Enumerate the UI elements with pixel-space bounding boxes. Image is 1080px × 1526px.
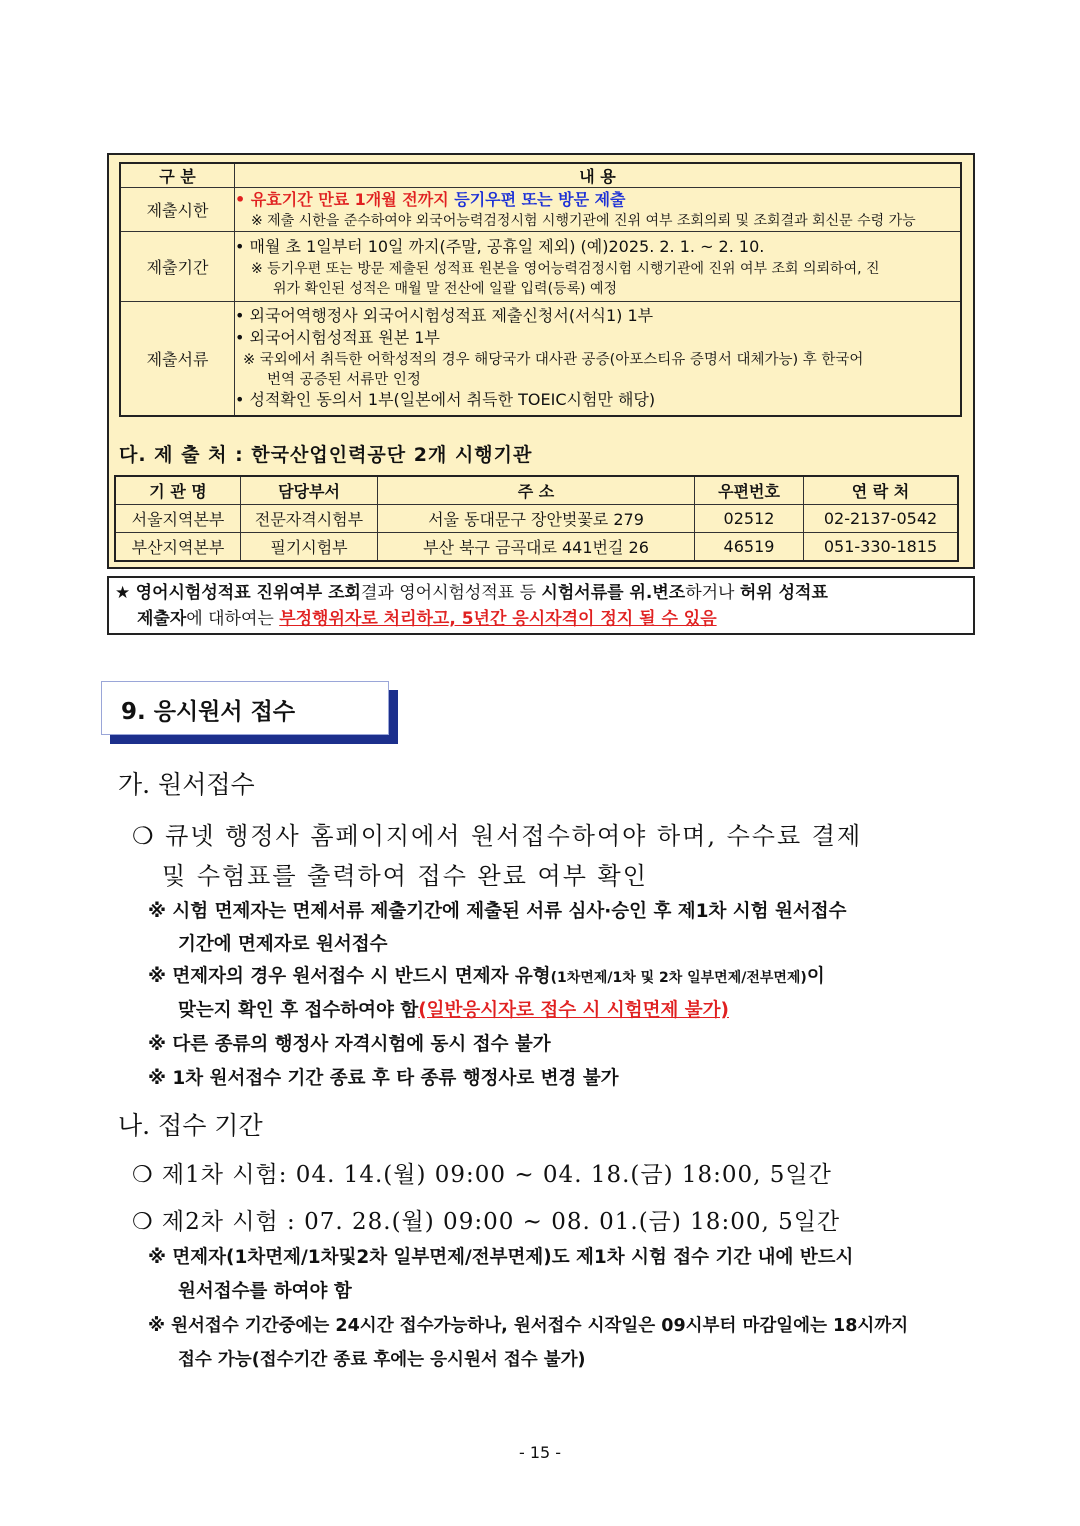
na-remark-1b: 원서접수를 하여야 함 [178,1281,352,1302]
header-content: 내 용 [235,163,962,188]
star-icon: ★ [115,583,131,603]
na-remark-1a: ※ 면제자(1차면제/1차및2차 일부면제/전부면제)도 제1차 시험 접수 기간 내에 반드시 [148,1247,854,1268]
table-header-row [120,163,961,188]
period-note-1: ※ 등기우편 또는 방문 제출된 성적표 원본을 영어능력검정시험 시행기관에 진위 여부 조회 의뢰하여, 진 [251,260,880,277]
period-line1: • 매월 초 1일부터 10일 까지(주말, 공휴일 제외) (예)2025. 2. 1. ~ 2. 10. [235,236,765,256]
documents-note-1: ※ 국외에서 취득한 어학성적의 경우 해당국가 대사관 공증(아포스티유 증명서 대체가능) 후 한국어 [243,352,864,369]
col-department: 담당부서 [241,476,378,505]
ga-bullet-line2: 및 수험표를 출력하여 접수 완료 여부 확인 [162,862,648,890]
submission-requirements-table [119,162,962,417]
cell: 필기시험부 [241,533,378,562]
col-contact: 연 락 처 [804,476,959,505]
table-row [120,302,961,416]
cell: 부산 북구 금곡대로 441번길 26 [378,533,695,562]
warning-text-2: 하거나 [685,583,740,603]
documents-line5: • 성적확인 동의서 1부(일본에서 취득한 TOEIC시험만 해당) [235,390,656,410]
cell: 051-330-1815 [804,533,959,562]
warning-bold-2: 시험서류를 위.변조 [541,583,686,603]
deadline-blue-text: 등기우편 또는 방문 제출 [454,189,626,209]
na-remark-2b: 접수 가능(접수기간 종료 후에는 응시원서 접수 불가) [178,1350,586,1370]
ga-remark-2a [148,962,825,988]
documents-line1: • 외국어역행정사 외국어시험성적표 제출신청서(서식1) 1부 [235,306,654,326]
section-title: 9. 응시원서 접수 [121,699,296,725]
ga-heading: 가. 원서접수 [118,770,255,799]
row-content-period [235,232,962,302]
table-row [120,232,961,302]
na-heading: 나. 접수 기간 [118,1111,263,1140]
ga-remark-3: ※ 다른 종류의 행정사 자격시험에 동시 접수 불가 [148,1034,551,1055]
ga-remark-2a-text: ※ 면제자의 경우 원서접수 시 반드시 면제자 유형 [148,966,551,987]
submission-place-heading: 다. 제 출 처 : 한국산업인력공단 2개 시행기관 [119,444,533,466]
warning-penalty: 부정행위자로 처리하고, 5년간 응시자격이 정지 될 수 있음 [279,609,717,629]
warning-text-1: 결과 영어시험성적표 등 [360,583,542,603]
ga-remark-2a-end: 이 [806,966,825,987]
na-line1: ❍ 제1차 시험: 04. 14.(월) 09:00 ~ 04. 18.(금) 18:00, 5일간 [132,1162,832,1188]
row-content-deadline [235,188,962,232]
warning-bold-3: 허위 성적표 [739,583,828,603]
cell: 46519 [695,533,804,562]
cell: 서울지역본부 [115,505,241,533]
ga-bullet-line1: ❍ 큐넷 행정사 홈페이지에서 원서접수하여야 하며, 수수료 결제 [132,822,863,850]
ga-remark-2b-text: 맞는지 확인 후 접수하여야 함 [178,1000,419,1021]
documents-note-2: 번역 공증된 서류만 인정 [267,372,421,389]
deadline-line1 [235,189,960,211]
row-label-documents: 제출서류 [120,302,235,416]
deadline-note: ※ 제출 시한을 준수하여야 외국어능력검정시험 시행기관에 진위 여부 조회의뢰 및 조회결과 회신문 수령 가능 [251,212,916,229]
header-category: 구 분 [120,163,235,188]
na-line2: ❍ 제2차 시험 : 07. 28.(월) 09:00 ~ 08. 01.(금) 18:00, 5일간 [132,1209,841,1235]
warning-bold-1: 영어시험성적표 진위여부 조회 [135,583,361,603]
table-header-row [115,476,958,505]
table-row [115,533,958,562]
ga-remark-2b [178,996,729,1022]
row-label-deadline: 제출시한 [120,188,235,232]
ga-remark-1a: ※ 시험 면제자는 면제서류 제출기간에 제출된 서류 심사·승인 후 제1차 시험 원서접수 [148,901,847,922]
ga-remark-2a-small: (1차면제/1차 및 2차 일부면제/전부면제) [550,970,807,986]
table-row [120,188,961,232]
page-number: - 15 - [518,1443,562,1462]
documents-line2: • 외국어시험성적표 원본 1부 [235,328,440,348]
period-note-2: 위가 확인된 성적은 매월 말 전산에 일괄 입력(등록) 예정 [273,280,618,297]
cell: 서울 동대문구 장안벚꽃로 279 [378,505,695,533]
deadline-red-text: • 유효기간 만료 1개월 전까지 [235,189,455,209]
row-label-period: 제출기간 [120,232,235,302]
na-remark-2a: ※ 원서접수 기간중에는 24시간 접수가능하나, 원서접수 시작일은 09시부터 마감일에는 18시까지 [148,1316,909,1336]
col-institution: 기 관 명 [115,476,241,505]
warning-box [107,576,975,635]
table-row [115,505,958,533]
cell: 부산지역본부 [115,533,241,562]
row-content-documents [235,302,962,416]
warning-text-3: 에 대하여는 [186,609,280,629]
cell: 02512 [695,505,804,533]
warning-line2 [115,606,967,632]
institution-table [114,475,959,562]
cell: 전문자격시험부 [241,505,378,533]
warning-bold-4: 제출자 [137,609,187,629]
warning-line1 [115,580,967,606]
col-address: 주 소 [378,476,695,505]
col-postcode: 우편번호 [695,476,804,505]
ga-remark-1b: 기간에 면제자로 원서접수 [178,934,388,955]
ga-remark-4: ※ 1차 원서접수 기간 종료 후 타 종류 행정사로 변경 불가 [148,1068,619,1089]
ga-remark-2b-red: (일반응시자로 접수 시 시험면제 불가) [418,1000,729,1021]
cell: 02-2137-0542 [804,505,959,533]
